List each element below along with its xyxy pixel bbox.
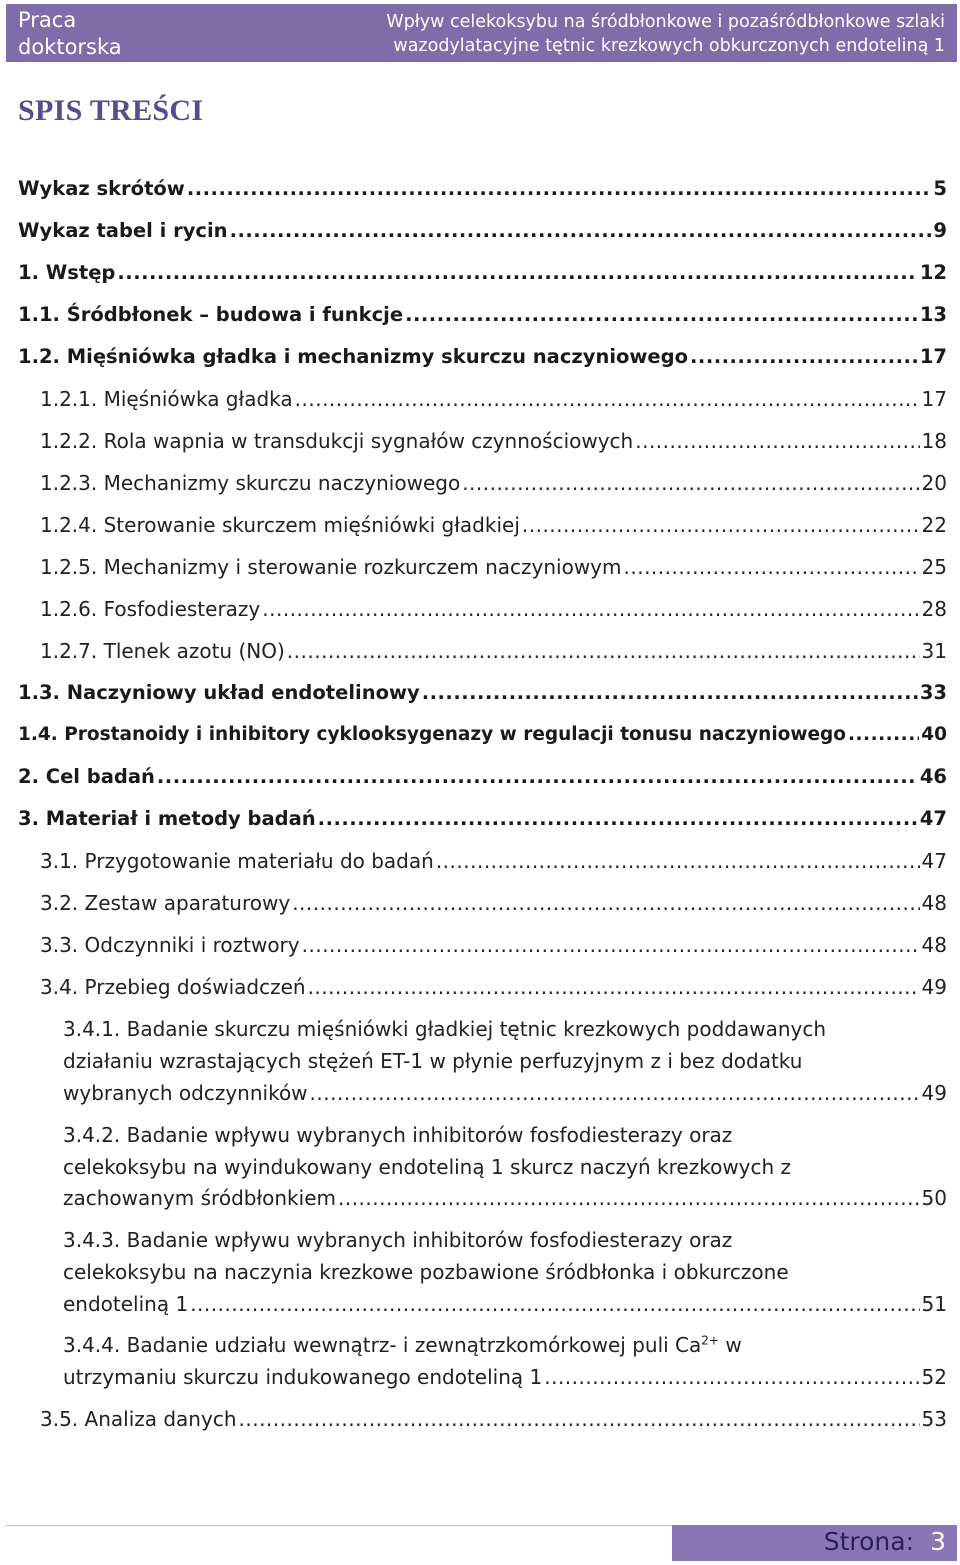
toc-entry-text: 3.2. Zestaw aparaturowy (40, 891, 291, 915)
toc-entry-page: 17 (919, 345, 947, 368)
toc-entry-page: 20 (921, 471, 947, 495)
toc-entry-text: 1.1. Śródbłonek – budowa i funkcje (18, 303, 404, 326)
toc-heading: SPIS TREŚCI (18, 94, 204, 127)
header-thesis-title: Wpływ celekoksybu na śródbłonkowe i pozaśródbłonkowe szlaki wazodylatacyjne tętnic krezkowych obkurczonych endoteliną 1 (386, 12, 945, 56)
toc-entry[interactable] (40, 929, 947, 961)
toc-entry-text-line: 3.4.3. Badanie wpływu wybranych inhibitorów fosfodiesterazy oraz (63, 1228, 733, 1252)
toc-entry-page: 48 (921, 933, 947, 957)
toc-entry[interactable] (40, 467, 947, 499)
toc-entry-text-line: utrzymaniu skurczu indukowanego endoteliną 1 (63, 1365, 543, 1389)
toc-entry-text: 1.4. Prostanoidy i inhibitory cyklooksygenazy w regulacji tonusu naczyniowego (18, 724, 846, 745)
toc-entry[interactable] (18, 761, 947, 793)
toc-entry-page: 9 (933, 219, 947, 242)
toc-entry-text: 1.2.3. Mechanizmy skurczu naczyniowego (40, 471, 461, 495)
toc-entry[interactable] (18, 803, 947, 835)
toc-entry[interactable] (18, 299, 947, 331)
toc-entry-page: 48 (921, 891, 947, 915)
footer-page-label: Strona: (823, 1527, 914, 1556)
toc-entry-page: 53 (921, 1407, 947, 1431)
toc-entry[interactable] (40, 1403, 947, 1435)
toc-entry-text: Wykaz skrótów (18, 177, 185, 200)
toc-entry-text: 3.5. Analiza danych (40, 1407, 237, 1431)
toc-entry[interactable] (18, 677, 947, 709)
toc-entry-text: 1. Wstęp (18, 261, 116, 284)
toc-entry[interactable] (40, 635, 947, 667)
toc-entry-page: 17 (921, 387, 947, 411)
toc-entry[interactable] (40, 383, 947, 415)
toc-entry-text-continuation: w (718, 1333, 742, 1357)
toc-entry-page: 33 (919, 681, 947, 704)
header-document-type: Praca doktorska (18, 8, 122, 59)
calcium-charge-superscript: 2+ (701, 1333, 719, 1348)
toc-entry-text: 3.3. Odczynniki i roztwory (40, 933, 300, 957)
toc-entry-text-line: endoteliną 1 (63, 1292, 189, 1316)
toc-entry[interactable] (40, 593, 947, 625)
toc-entry-text-line: 3.4.1. Badanie skurczu mięśniówki gładkiej tętnic krezkowych poddawanych (63, 1017, 827, 1041)
toc-entry[interactable] (40, 425, 947, 457)
toc-entry-text: 1.2.6. Fosfodiesterazy (40, 597, 261, 621)
toc-entry[interactable] (18, 173, 947, 205)
toc-entry-page: 46 (919, 765, 947, 788)
toc-entry[interactable] (18, 215, 947, 247)
toc-entry-text: 1.2.7. Tlenek azotu (NO) (40, 639, 285, 663)
toc-entry-page: 12 (919, 261, 947, 284)
toc-entry-text: 1.2.1. Mięśniówka gładka (40, 387, 293, 411)
footer-page-number: 3 (930, 1527, 946, 1556)
toc-entry-text: 2. Cel badań (18, 765, 155, 788)
toc-entry[interactable] (40, 887, 947, 919)
toc-entry-page: 51 (921, 1292, 947, 1316)
toc-entry-text: Wykaz tabel i rycin (18, 219, 228, 242)
toc-entry-text-line: 3.4.2. Badanie wpływu wybranych inhibitorów fosfodiesterazy oraz (63, 1123, 733, 1147)
toc-entry-page: 49 (921, 1081, 947, 1105)
toc-entry-text: 3.1. Przygotowanie materiału do badań (40, 849, 434, 873)
toc-entry-text-line: działaniu wzrastających stężeń ET-1 w płynie perfuzyjnym z i bez dodatku (63, 1049, 803, 1073)
toc-entry-page: 18 (921, 429, 947, 453)
toc-entry-page: 47 (921, 849, 947, 873)
toc-entry-text-line: 3.4.4. Badanie udziału wewnątrz- i zewnątrzkomórkowej puli Ca (63, 1333, 702, 1357)
toc-entry[interactable] (18, 257, 947, 289)
toc-entry-page: 25 (921, 555, 947, 579)
toc-entry-page: 5 (933, 177, 947, 200)
toc-entry[interactable] (40, 551, 947, 583)
toc-entry-text: 1.3. Naczyniowy układ endotelinowy (18, 681, 420, 704)
toc-entry-page: 50 (921, 1186, 947, 1210)
toc-entry[interactable] (18, 719, 947, 751)
footer-page-box (672, 1525, 957, 1561)
toc-entry-text-line: zachowanym śródbłonkiem (63, 1186, 336, 1210)
toc-entry[interactable] (40, 509, 947, 541)
toc-entry-text: 1.2.5. Mechanizmy i sterowanie rozkurczem naczyniowym (40, 555, 622, 579)
toc-entry[interactable] (18, 341, 947, 373)
toc-entry-page: 47 (919, 807, 947, 830)
toc-entry[interactable] (40, 845, 947, 877)
toc-entry-text: 3.4. Przebieg doświadczeń (40, 975, 306, 999)
toc-entry-text-line: celekoksybu na wyindukowany endoteliną 1 skurcz naczyń krezkowych z (63, 1155, 792, 1179)
toc-entry-text-line: celekoksybu na naczynia krezkowe pozbawione śródbłonka i obkurczone (63, 1260, 789, 1284)
toc-entry-page: 49 (921, 975, 947, 999)
toc-entry-page: 28 (921, 597, 947, 621)
toc-entry-text: 3. Materiał i metody badań (18, 807, 316, 830)
toc-entry-text: 1.2.2. Rola wapnia w transdukcji sygnałów czynnościowych (40, 429, 634, 453)
toc-entry-page: 22 (921, 513, 947, 537)
toc-entry-page: 52 (921, 1365, 947, 1389)
toc-entry-text: 1.2. Mięśniówka gładka i mechanizmy skurczu naczyniowego (18, 345, 689, 368)
toc-entry-page: 31 (921, 639, 947, 663)
page-header (6, 4, 957, 62)
toc-entry-text-line: wybranych odczynników (63, 1081, 308, 1105)
toc-entry-page: 13 (919, 303, 947, 326)
toc-entry-text: 1.2.4. Sterowanie skurczem mięśniówki gładkiej (40, 513, 520, 537)
toc-entry-page: 40 (921, 724, 947, 745)
toc-entry[interactable] (40, 971, 947, 1003)
